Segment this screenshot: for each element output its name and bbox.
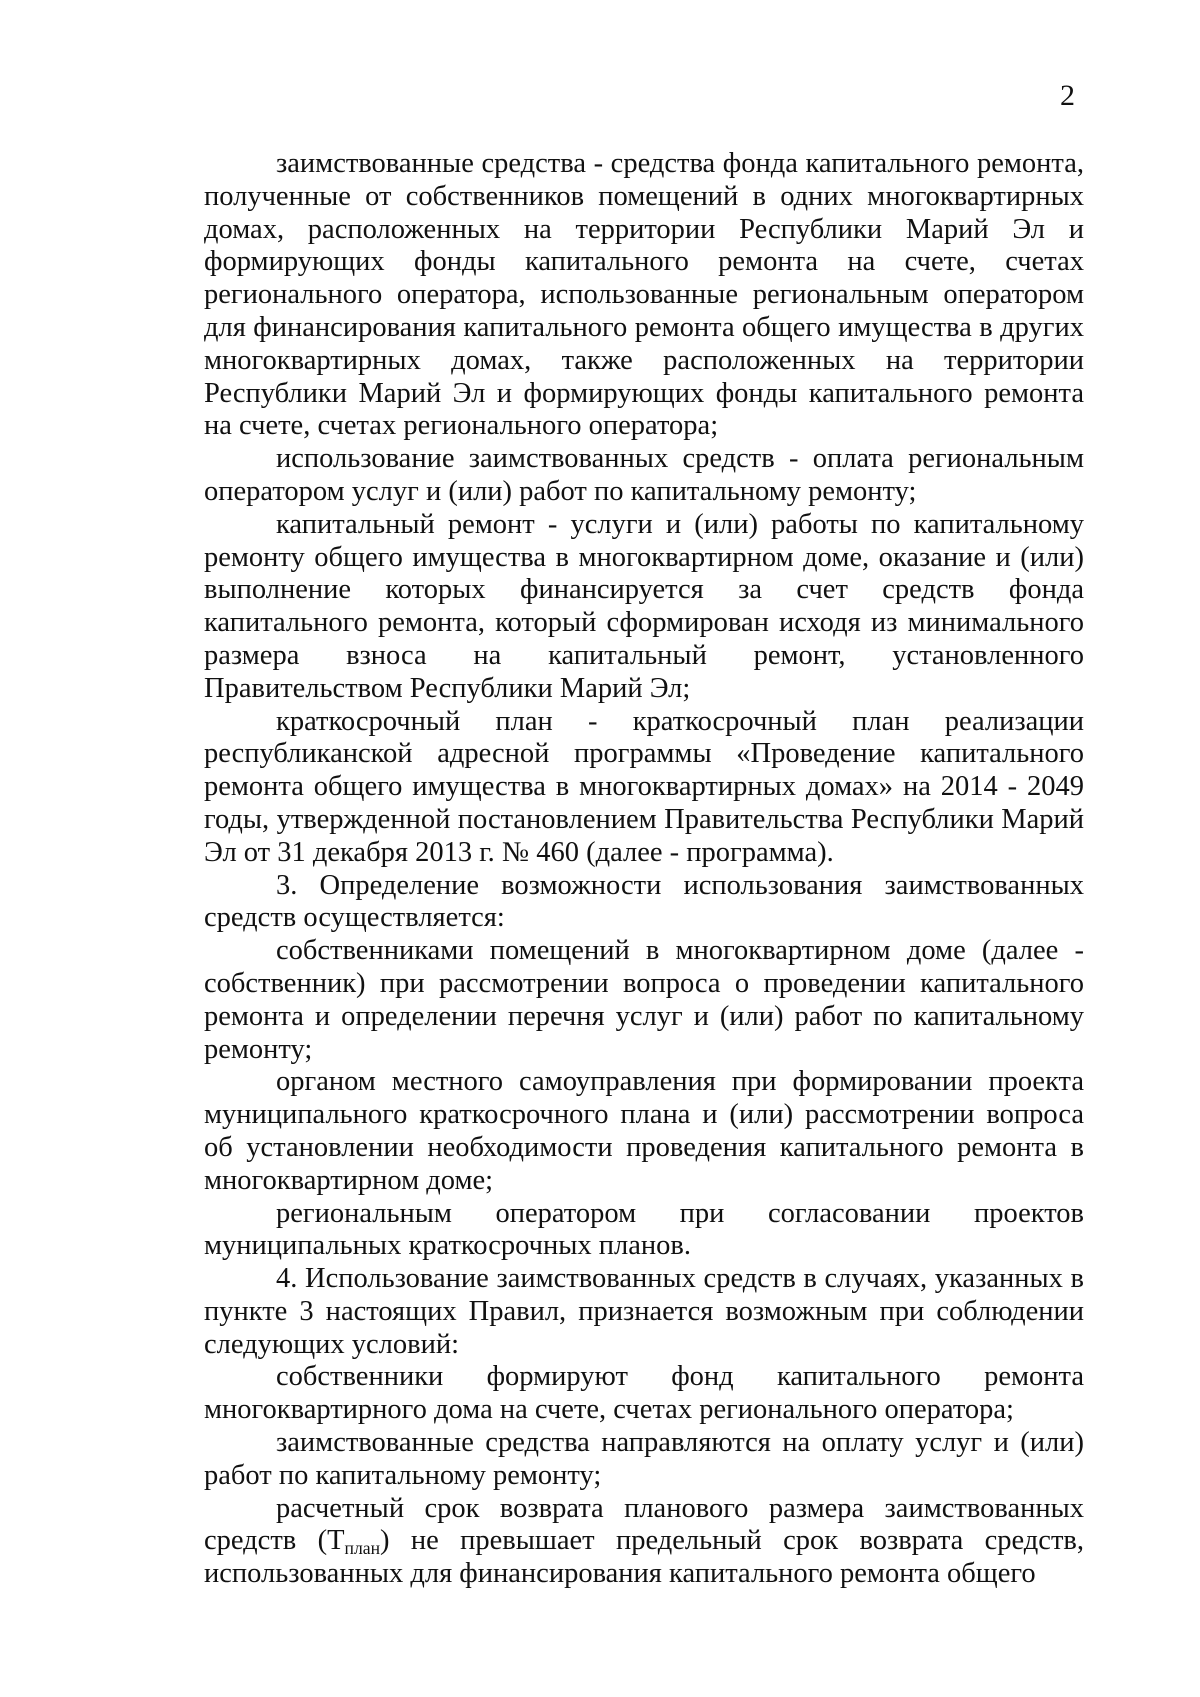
paragraph-condition-owners-form-fund: собственники формируют фонд капитального ремонта многоквартирного дома на счете, счетах регионального оператора; [204, 1361, 1084, 1426]
document-body [204, 148, 1084, 1591]
paragraph-borrowed-funds-definition: заимствованные средства - средства фонда капитального ремонта, полученные от собственников помещений в одних многоквартирных домах, расположенных на территории Республики Марий Эл и формирующих фонды капитального ремонта на счете, счетах регионального оператора, использованные региональным оператором для финансирования капитального ремонта общего имущества в других многоквартирных домах, также расположенных на территории Республики Марий Эл и формирующих фонды капитального ремонта на счете, счетах регионального оператора; [204, 148, 1084, 442]
paragraph-use-of-borrowed-funds-definition: использование заимствованных средств - оплата региональным оператором услуг и (или) работ по капитальному ремонту; [204, 443, 1084, 507]
paragraph-section-4-intro: 4. Использование заимствованных средств в случаях, указанных в пункте 3 настоящих Правил, признается возможным при соблюдении следующих условий: [204, 1263, 1084, 1360]
paragraph-capital-repair-definition: капитальный ремонт - услуги и (или) работы по капитальному ремонту общего имущества в многоквартирном доме, оказание и (или) выполнение которых финансируется за счет средств фонда капитального ремонта, который сформирован исходя из минимального размера взноса на капитальный ремонт, установленного Правительством Республики Марий Эл; [204, 508, 1084, 704]
plan-subscript: план [344, 1538, 381, 1559]
paragraph-by-local-government: органом местного самоуправления при формировании проекта муниципального краткосрочного плана и (или) рассмотрении вопроса об установлении необходимости проведения капитального ремонта в многоквартирном доме; [204, 1066, 1084, 1196]
page-number: 2 [1060, 79, 1075, 112]
paragraph-by-regional-operator: региональным оператором при согласовании проектов муниципальных краткосрочных планов. [204, 1197, 1084, 1262]
paragraph-condition-funds-directed: заимствованные средства направляются на оплату услуг и (или) работ по капитальному ремонту; [204, 1427, 1084, 1491]
paragraph-section-3-intro: 3. Определение возможности использования заимствованных средств осуществляется: [204, 869, 1084, 934]
return-period-text-before: расчетный срок возврата планового размера заимствованных средств (Т [204, 1492, 1084, 1557]
return-period-text-after: ) не превышает предельный срок возврата средств, использованных для финансирования капитального ремонта общего [204, 1525, 1084, 1590]
paragraph-short-term-plan-definition: краткосрочный план - краткосрочный план реализации республиканской адресной программы «Проведение капитального ремонта общего имущества в многоквартирных домах» на 2014 - 2049 годы, утвержденной постановлением Правительства Республики Марий Эл от 31 декабря 2013 г. № 460 (далее - программа). [204, 705, 1084, 868]
paragraph-by-owners: собственниками помещений в многоквартирном доме (далее - собственник) при рассмотрении вопроса о проведении капитального ремонта и определении перечня услуг и (или) работ по капитальному ремонту; [204, 935, 1084, 1065]
paragraph-condition-return-period [204, 1493, 1084, 1591]
